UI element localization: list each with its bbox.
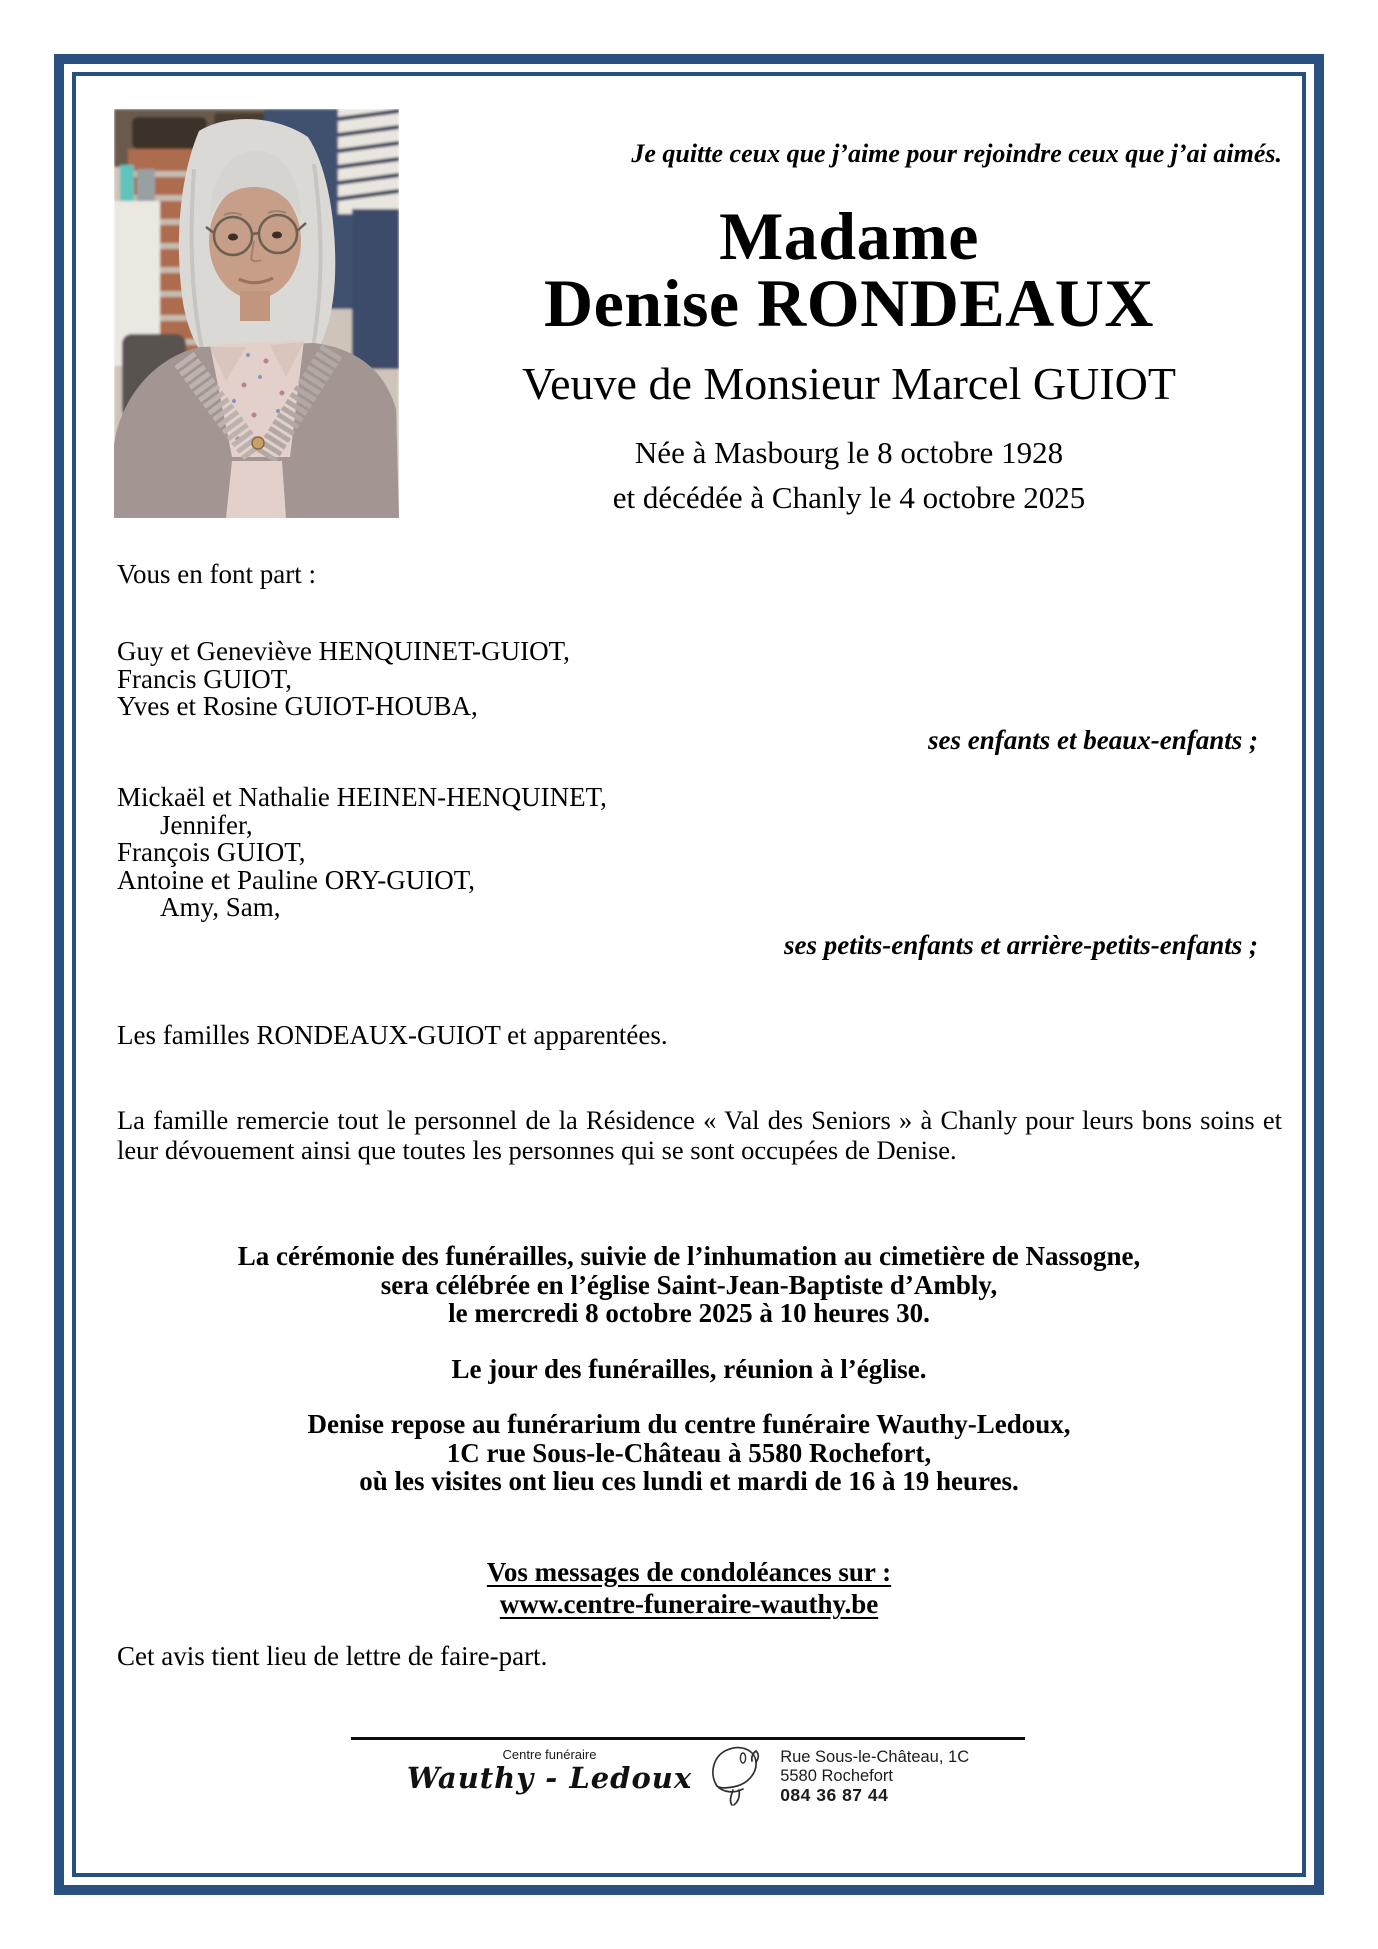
text-line: Francis GUIOT,	[117, 663, 292, 694]
text-line: Antoine et Pauline ORY-GUIOT,	[117, 864, 475, 895]
grandchildren-caption: ses petits-enfants et arrière-petits-enfants ;	[784, 930, 1258, 960]
address-city: 5580 Rochefort	[780, 1767, 894, 1785]
text-line: Jennifer,	[160, 809, 253, 840]
phone-number: 084 36 87 44	[780, 1785, 889, 1805]
text-line: Yves et Rosine GUIOT-HOUBA,	[117, 691, 478, 721]
text-line: François GUIOT,	[117, 837, 306, 867]
text-line: sera célébrée en l’église Saint-Jean-Baptiste d’Ambly,	[380, 1269, 998, 1300]
birth-death-dates	[400, 430, 1298, 520]
text-line: Denise repose au funérarium du centre funéraire Wauthy-Ledoux,	[307, 1409, 1071, 1439]
text-line: où les visites ont lieu ces lundi et mardi de 16 à 19 heures.	[359, 1466, 1019, 1496]
portrait-photo	[114, 109, 399, 518]
funeral-home-footer	[351, 1743, 1025, 1811]
closing-line: Cet avis tient lieu de lettre de faire-part.	[117, 1641, 548, 1671]
children-names-list	[117, 638, 570, 721]
repose-details	[80, 1410, 1298, 1496]
address-street: Rue Sous-le-Château, 1C	[780, 1748, 970, 1766]
text-line: Guy et Geneviève HENQUINET-GUIOT,	[117, 636, 570, 666]
text-line: Amy, Sam,	[160, 892, 281, 922]
text-line: le mercredi 8 octobre 2025 à 10 heures 30.	[448, 1298, 930, 1328]
widow-subtitle: Veuve de Monsieur Marcel GUIOT	[521, 358, 1177, 409]
deceased-title	[400, 198, 1298, 341]
funeral-home-address	[780, 1743, 969, 1805]
funeral-home-brand	[407, 1743, 692, 1794]
condolences-block	[80, 1556, 1298, 1620]
families-line: Les familles RONDEAUX-GUIOT et apparentées.	[117, 1020, 668, 1050]
funeral-home-type: Centre funéraire	[502, 1747, 597, 1762]
announcement-intro: Vous en font part :	[117, 559, 316, 589]
opening-quote: Je quitte ceux que j’aime pour rejoindre ceux que j’ai aimés.	[631, 139, 1282, 168]
meeting-line: Le jour des funérailles, réunion à l’église.	[451, 1354, 927, 1384]
deceased-name: Denise RONDEAUX	[543, 265, 1155, 341]
condolences-website: www.centre-funeraire-wauthy.be	[499, 1589, 879, 1619]
funeral-home-name: Wauthy - Ledoux	[406, 1761, 693, 1795]
text-line: 1C rue Sous-le-Château à 5580 Rochefort,	[446, 1437, 932, 1468]
grandchildren-names-list	[117, 784, 607, 922]
children-caption: ses enfants et beaux-enfants ;	[928, 725, 1258, 755]
calla-lily-icon	[707, 1743, 765, 1811]
condolences-label: Vos messages de condoléances sur :	[486, 1557, 892, 1587]
death-line: et décédée à Chanly le 4 octobre 2025	[612, 480, 1086, 515]
text-line: Mickaël et Nathalie HEINEN-HENQUINET,	[117, 782, 607, 812]
text-line: La cérémonie des funérailles, suivie de l’inhumation au cimetière de Nassogne,	[237, 1241, 1141, 1271]
birth-line: Née à Masbourg le 8 octobre 1928	[634, 435, 1064, 470]
title-madame: Madame	[719, 198, 979, 274]
funeral-ceremony-details	[80, 1242, 1298, 1328]
footer-divider	[351, 1737, 1025, 1740]
thanks-paragraph: La famille remercie tout le personnel de la Résidence « Val des Seniors » à Chanly pour leurs bons soins et leur dévouement ainsi que toutes les personnes qui se sont occupées de Denise.	[117, 1105, 1282, 1165]
